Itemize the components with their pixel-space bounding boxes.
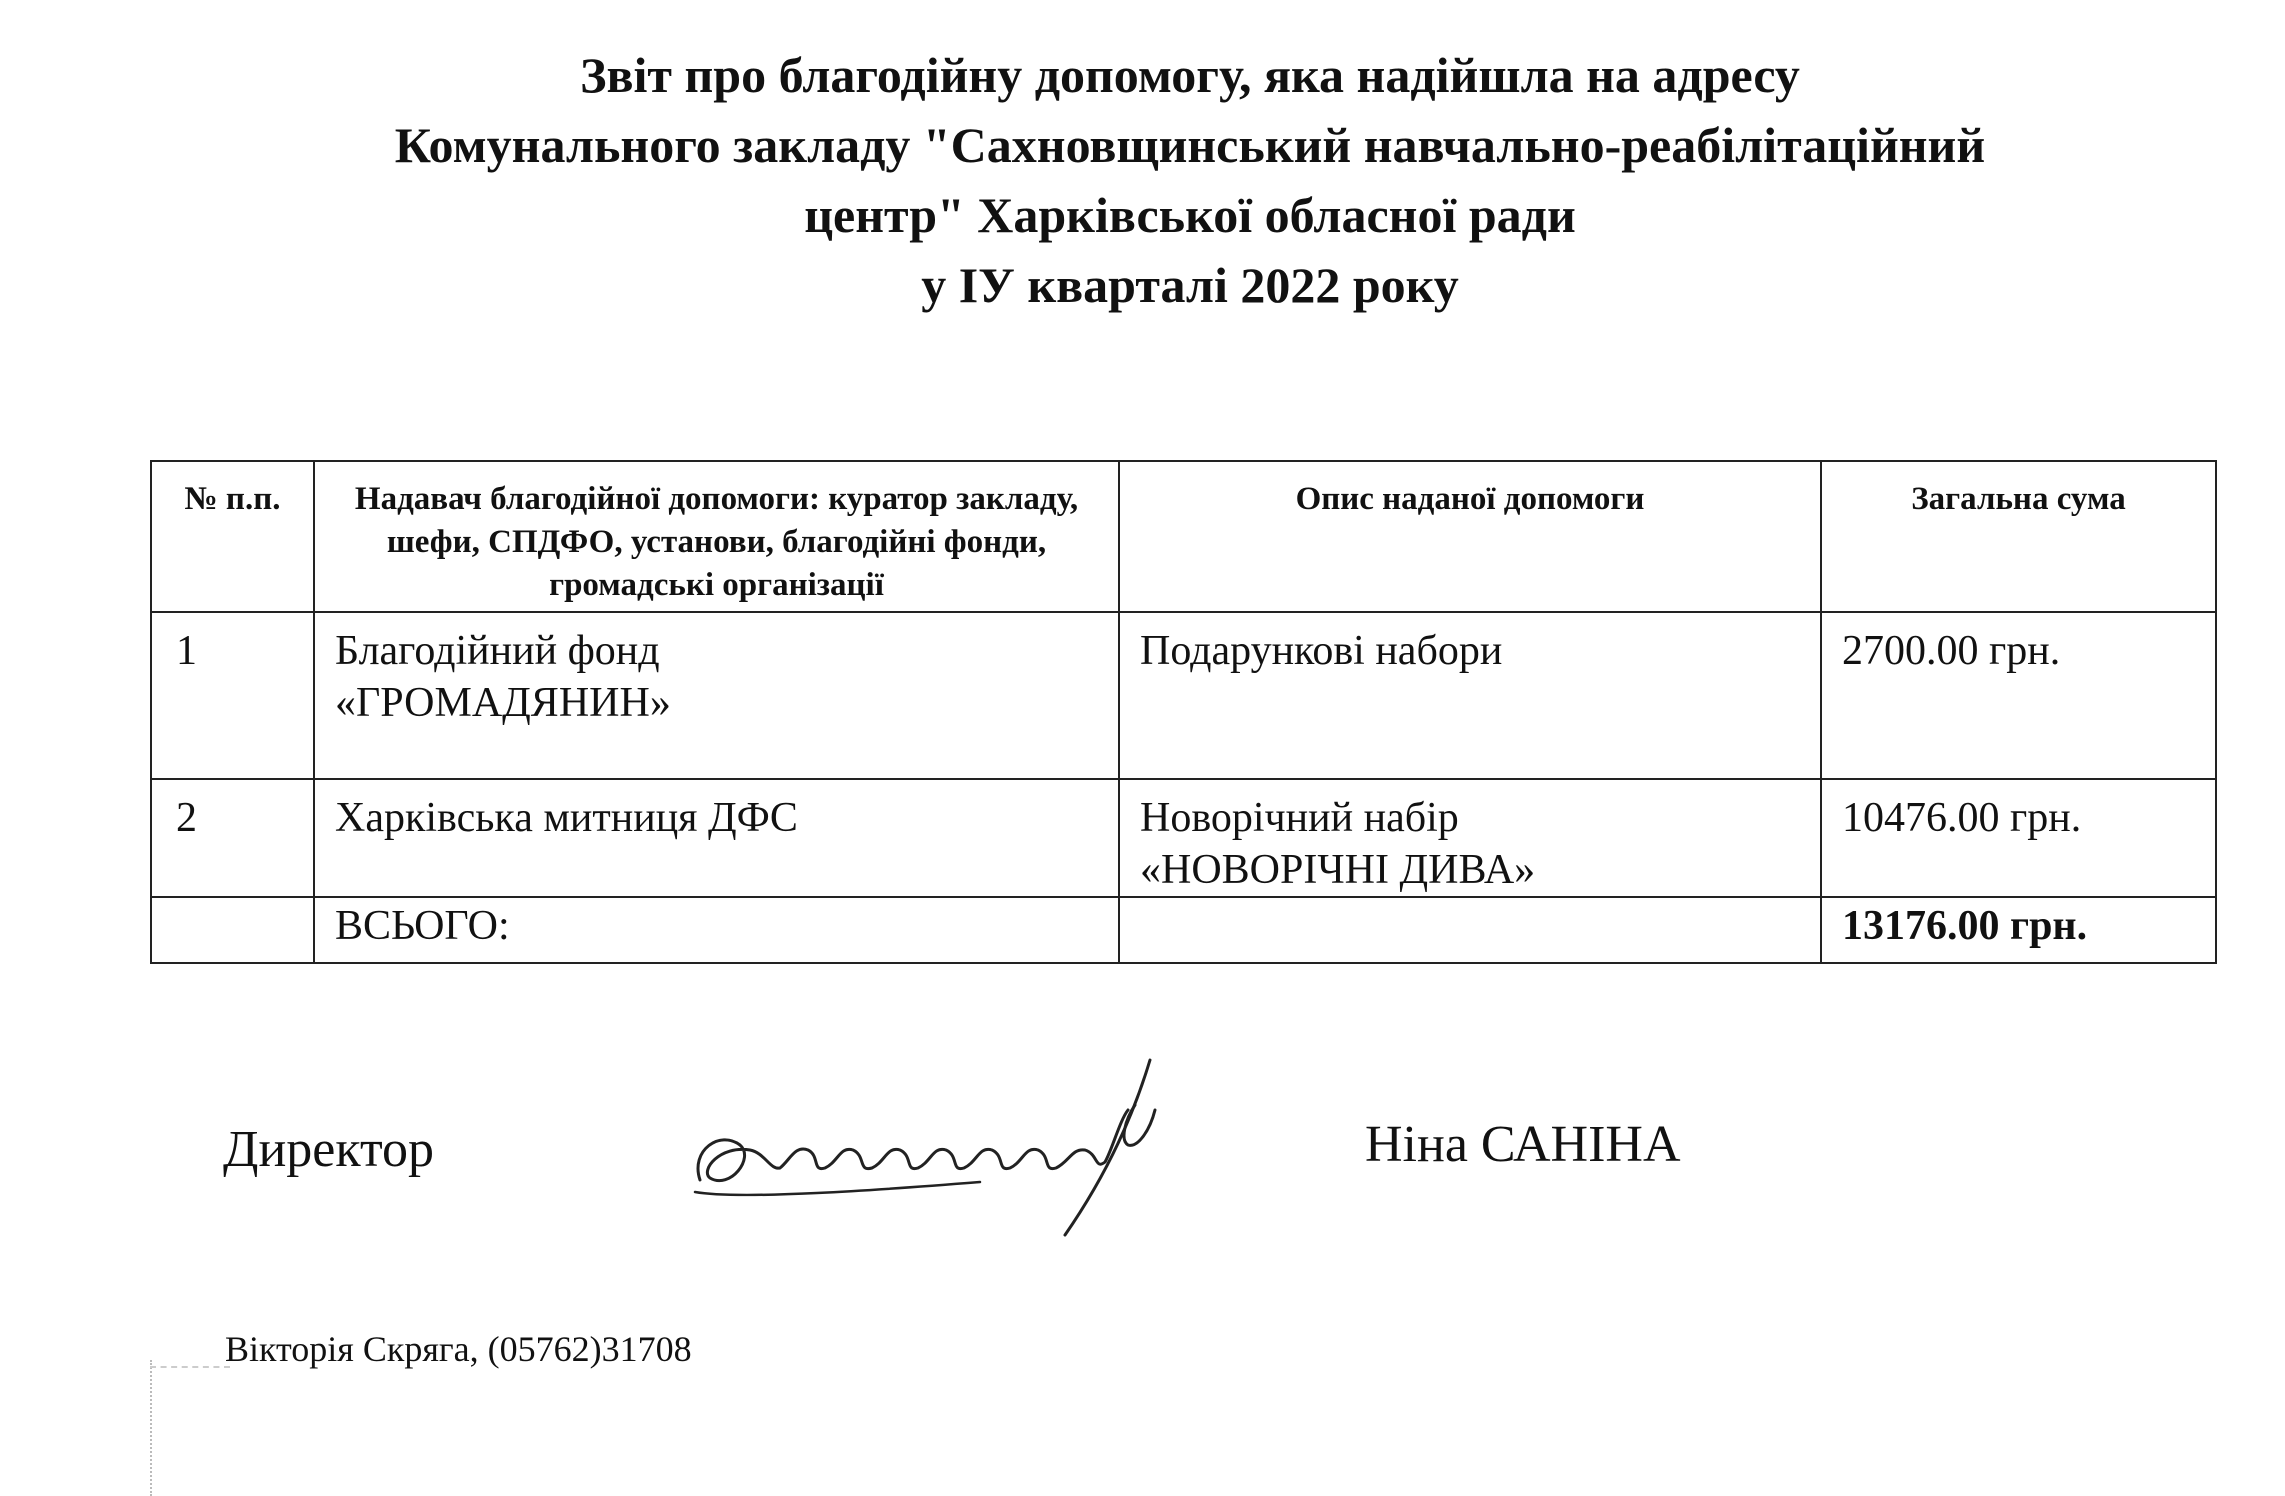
director-position: Директор — [223, 1121, 434, 1178]
row-provider: Харківська митниця ДФС — [314, 779, 1119, 897]
title-line-3: центр" Харківської обласної ради — [804, 187, 1576, 243]
header-provider: Надавач благодійної допомоги: куратор закладу, шефи, СПДФО, установи, благодійні фонди, громадські організації — [314, 461, 1119, 612]
handwritten-signature — [680, 1050, 1200, 1250]
total-amount: 13176.00 грн. — [1821, 897, 2216, 963]
title-line-2: Комунального закладу "Сахновщинський навчально-реабілітаційний — [394, 117, 1986, 173]
charity-report-table — [150, 460, 2217, 964]
table-row — [151, 612, 2216, 779]
table-row — [151, 779, 2216, 897]
table-total-row — [151, 897, 2216, 963]
row-number: 2 — [151, 779, 314, 897]
row-amount: 10476.00 грн. — [1821, 779, 2216, 897]
total-empty-description — [1119, 897, 1821, 963]
row-amount: 2700.00 грн. — [1821, 612, 2216, 779]
row-description: Новорічний набір «НОВОРІЧНІ ДИВА» — [1119, 779, 1821, 897]
header-number: № п.п. — [151, 461, 314, 612]
row-number: 1 — [151, 612, 314, 779]
row-description: Подарункові набори — [1119, 612, 1821, 779]
table-header-row — [151, 461, 2216, 612]
director-name: Ніна САНІНА — [1365, 1116, 1681, 1173]
header-description: Опис наданої допомоги — [1119, 461, 1821, 612]
total-empty-cell — [151, 897, 314, 963]
contact-info: Вікторія Скряга, (05762)31708 — [225, 1329, 692, 1369]
scan-artifact — [150, 1360, 154, 1496]
document-title — [0, 40, 2285, 320]
header-amount: Загальна сума — [1821, 461, 2216, 612]
title-line-1: Звіт про благодійну допомогу, яка надійшла на адресу — [580, 47, 1800, 103]
total-label: ВСЬОГО: — [314, 897, 1119, 963]
title-line-4: у ІУ кварталі 2022 року — [921, 257, 1459, 313]
scan-artifact — [150, 1366, 230, 1368]
row-provider: Благодійний фонд «ГРОМАДЯНИН» — [314, 612, 1119, 779]
